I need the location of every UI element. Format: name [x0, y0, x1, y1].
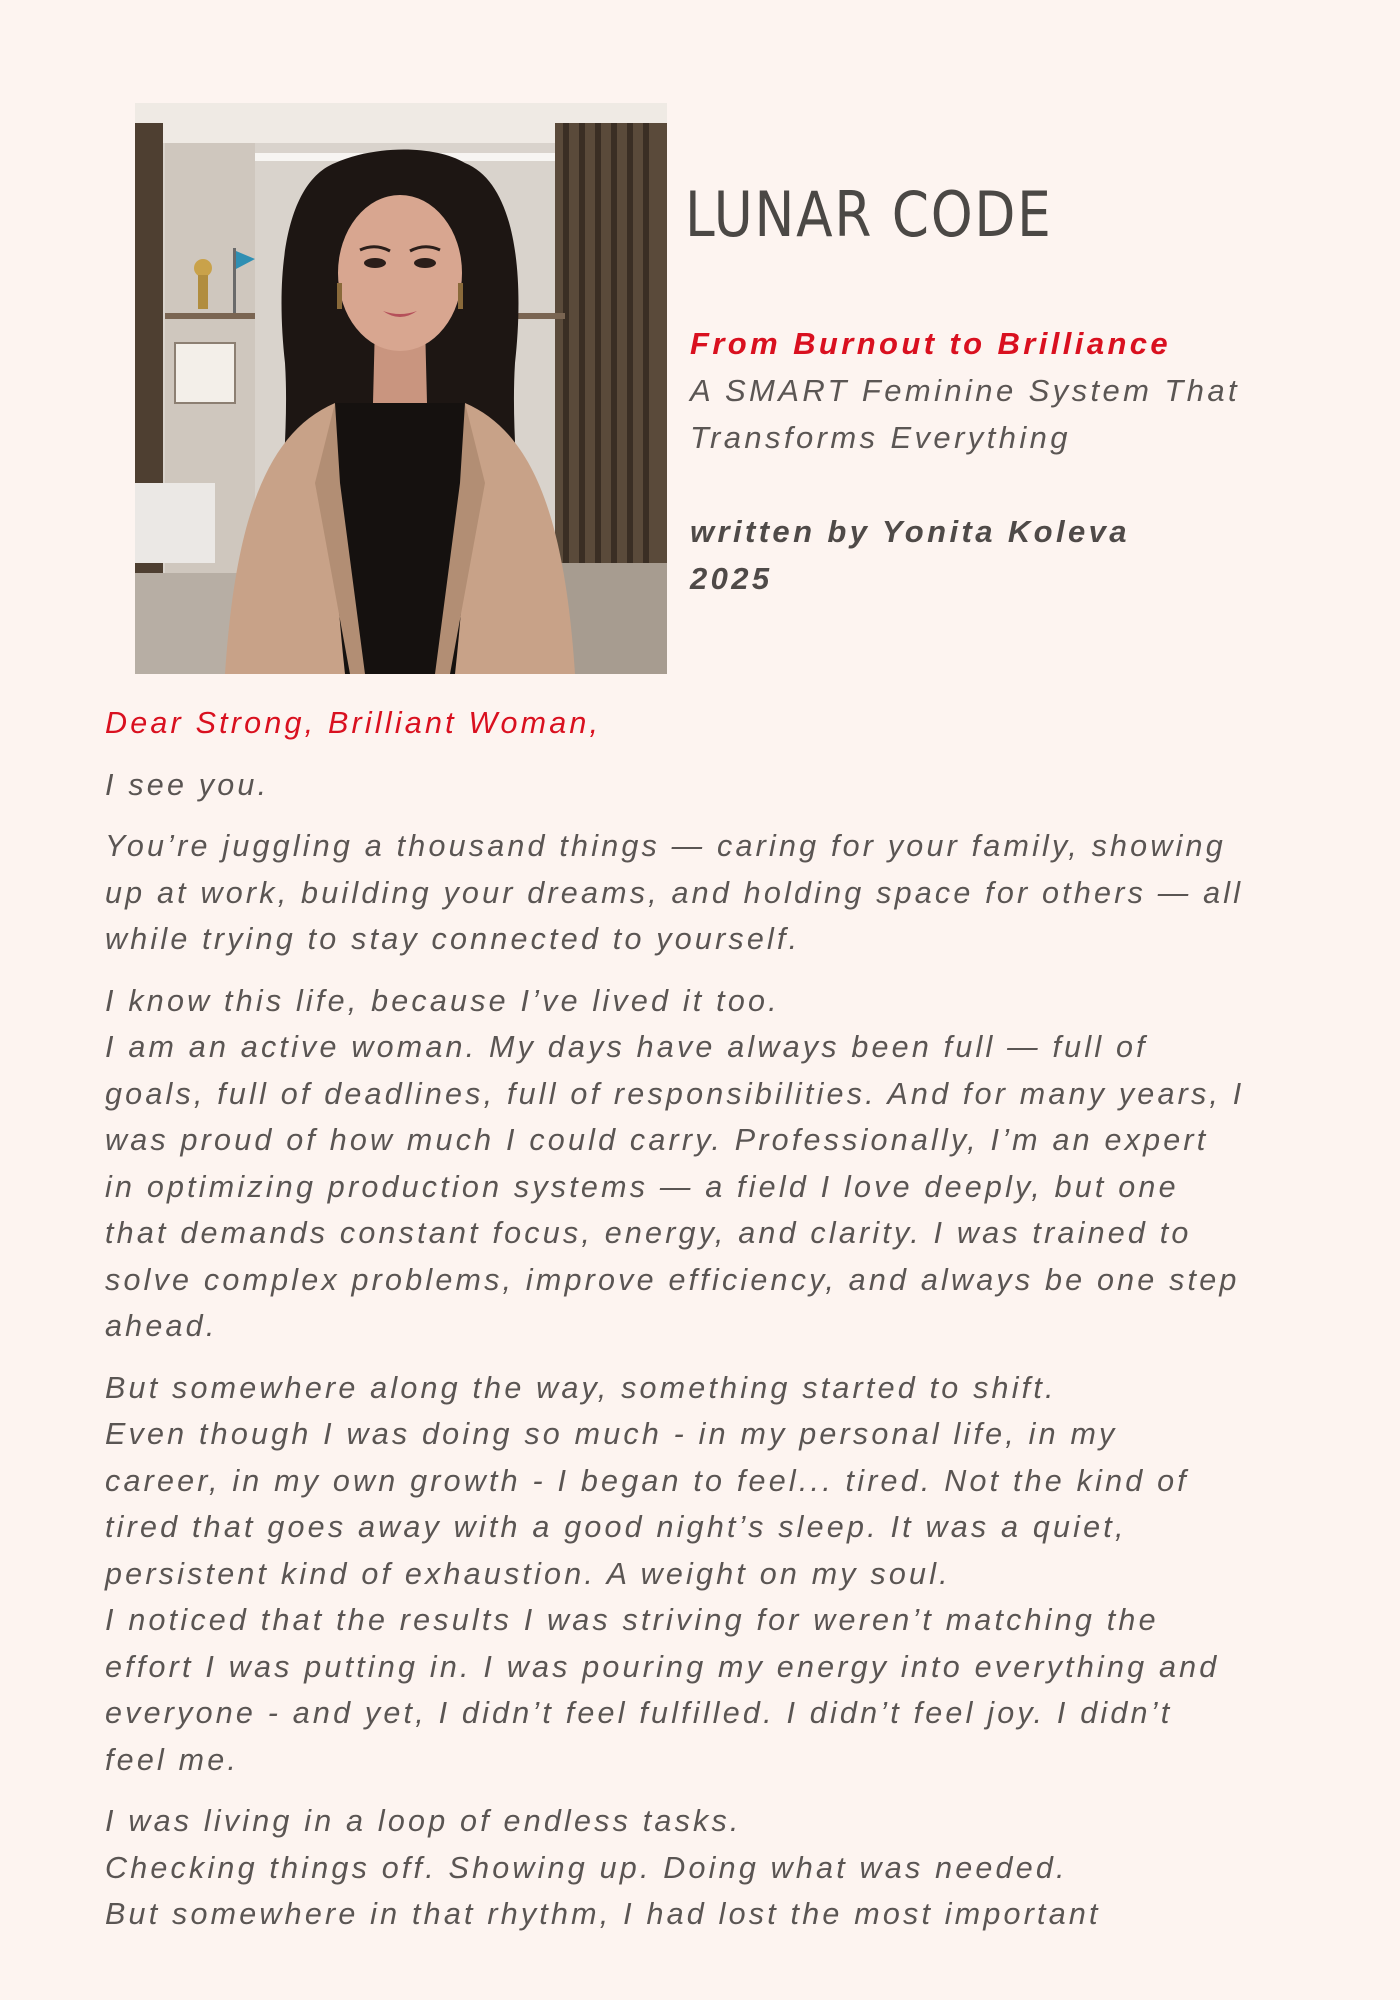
paragraph-line: I am an active woman. My days have always been full — full of: [105, 1030, 1148, 1064]
subtitle-line: A SMART Feminine System That: [690, 373, 1240, 408]
paragraph-line: feel me.: [105, 1742, 240, 1777]
letter-body: [105, 700, 1365, 1953]
paragraph-line: ahead.: [105, 1309, 218, 1343]
paragraph-line: I noticed that the results I was striving for weren’t matching the: [105, 1603, 1159, 1637]
paragraph: [105, 1798, 1365, 1938]
paragraph-line: persistent kind of exhaustion. A weight on my soul.: [105, 1556, 951, 1591]
salutation: Dear Strong, Brilliant Woman,: [105, 706, 602, 740]
paragraph-line: in optimizing production systems — a field I love deeply, but one: [105, 1169, 1179, 1204]
subtitle-line: Transforms Everything: [690, 420, 1071, 455]
tagline: From Burnout to Brilliance: [690, 326, 1172, 361]
paragraph: [105, 823, 1365, 963]
paragraph-line: Checking things off. Showing up. Doing what was needed.: [105, 1850, 1068, 1885]
paragraph-line: up at work, building your dreams, and holding space for others — all: [105, 875, 1244, 910]
author-info: [690, 508, 1330, 602]
page-title: LUNAR CODE: [685, 178, 1053, 251]
paragraph-line: goals, full of deadlines, full of responsibilities. And for many years, I: [105, 1076, 1245, 1111]
paragraph-line: I know this life, because I’ve lived it too.: [105, 983, 780, 1018]
author-portrait-photo: [135, 103, 667, 674]
paragraph-line: was proud of how much I could carry. Professionally, I’m an expert: [105, 1123, 1209, 1157]
paragraph-line: You’re juggling a thousand things — caring for your family, showing: [105, 829, 1226, 863]
paragraph-line: while trying to stay connected to yourself.: [105, 922, 801, 956]
paragraph: [105, 1365, 1365, 1784]
year: 2025: [690, 561, 773, 596]
paragraph-line: I see you.: [105, 767, 270, 802]
paragraph-line: career, in my own growth - I began to feel... tired. Not the kind of: [105, 1463, 1189, 1498]
paragraph: [105, 978, 1365, 1350]
paragraph: [105, 762, 1365, 809]
subtitle: [690, 367, 1330, 461]
paragraph-line: I was living in a loop of endless tasks.: [105, 1804, 742, 1838]
paragraph-line: But somewhere in that rhythm, I had lost the most important: [105, 1897, 1101, 1931]
paragraph-line: But somewhere along the way, something started to shift.: [105, 1370, 1057, 1405]
paragraph-line: tired that goes away with a good night’s sleep. It was a quiet,: [105, 1510, 1127, 1544]
paragraph-line: Even though I was doing so much - in my personal life, in my: [105, 1417, 1118, 1451]
paragraph-line: everyone - and yet, I didn’t feel fulfilled. I didn’t feel joy. I didn’t: [105, 1696, 1173, 1730]
title-block: [690, 320, 1330, 602]
paragraph-line: effort I was putting in. I was pouring my energy into everything and: [105, 1649, 1220, 1684]
paragraph-line: that demands constant focus, energy, and clarity. I was trained to: [105, 1216, 1192, 1250]
author-line: written by Yonita Koleva: [690, 514, 1130, 549]
paragraph-line: solve complex problems, improve efficiency, and always be one step: [105, 1262, 1240, 1297]
